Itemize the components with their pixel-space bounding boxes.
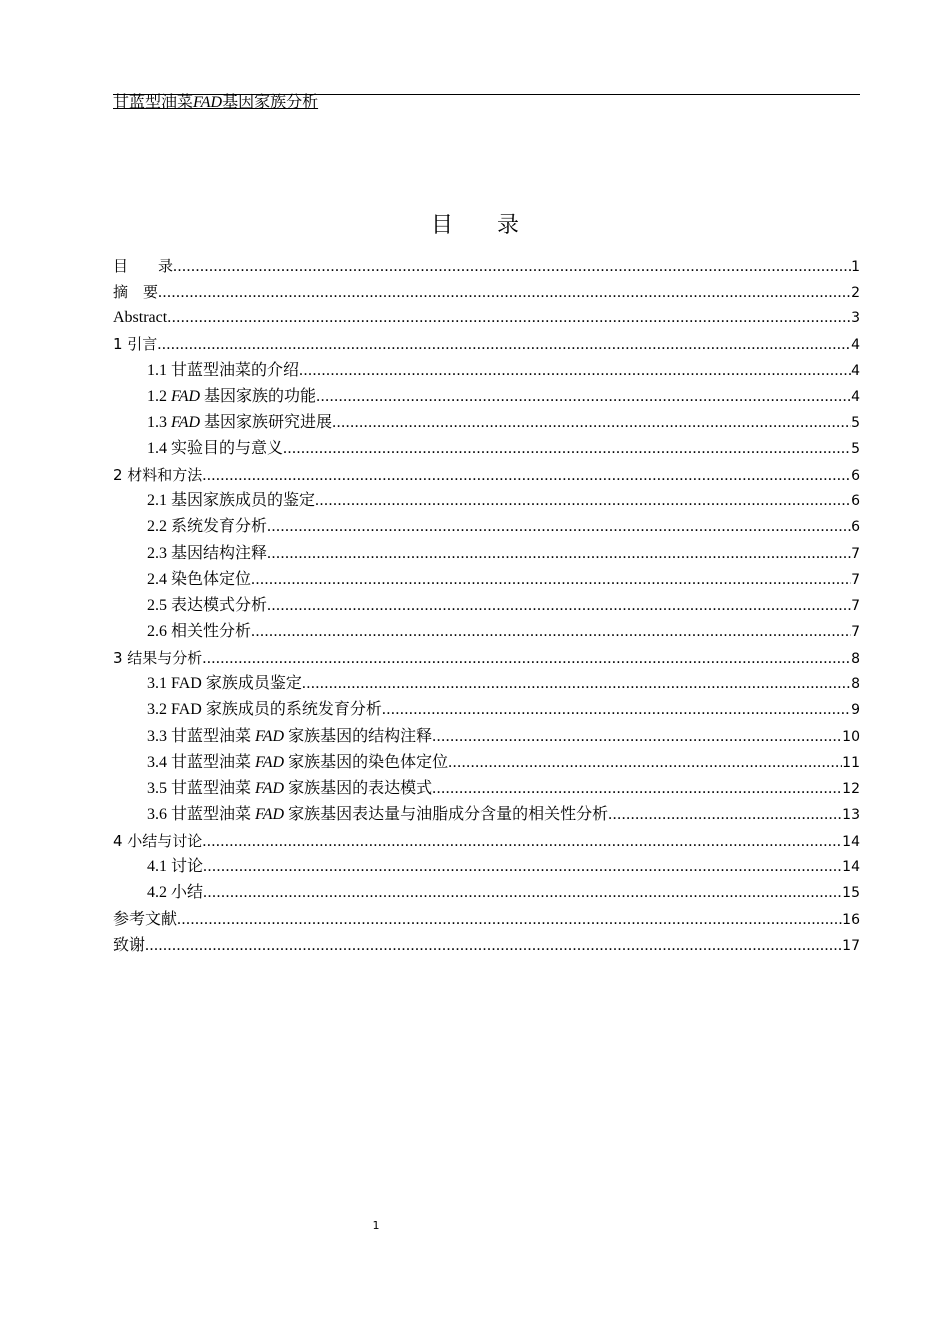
toc-leader-dots (316, 384, 851, 410)
toc-leader-dots (608, 802, 842, 828)
toc-entry-label (147, 802, 608, 828)
toc-entry-page: 5 (851, 440, 860, 457)
toc-entry-page: 4 (851, 388, 860, 405)
running-header (113, 93, 318, 113)
toc-entry-text: 1.1 甘蓝型油菜的介绍 (147, 361, 300, 379)
toc-entry[interactable] (113, 907, 860, 933)
toc-entry-text: 4 小结与讨论 (113, 832, 203, 851)
toc-entry-text: 2.3 基因结构注释 (147, 544, 268, 562)
toc-entry[interactable] (113, 253, 860, 279)
table-of-contents (113, 253, 860, 959)
toc-entry-label (147, 593, 267, 619)
toc-entry[interactable] (113, 593, 860, 619)
toc-leader-dots (251, 619, 851, 645)
toc-entry-page: 2 (851, 285, 860, 302)
toc-entry-page: 8 (851, 651, 860, 668)
toc-entry-label (147, 750, 448, 776)
toc-entry-text: 2.6 相关性分析 (147, 622, 252, 640)
toc-entry-italic: FAD (255, 753, 285, 771)
toc-entry-text-rest: 家族基因的表达模式 (284, 779, 433, 797)
toc-entry-label (113, 645, 202, 671)
toc-leader-dots (157, 332, 851, 358)
toc-entry-label (147, 514, 267, 540)
toc-entry-label (147, 619, 251, 645)
toc-entry-page: 9 (851, 702, 860, 719)
toc-entry-text: 3.4 甘蓝型油菜 (147, 753, 256, 771)
toc-entry-page: 14 (842, 859, 860, 876)
page-title-part1: 目 (430, 213, 453, 238)
toc-entry[interactable] (113, 776, 860, 802)
toc-entry-page: 15 (842, 885, 860, 902)
toc-entry-italic: FAD (255, 779, 285, 797)
toc-leader-dots (315, 488, 851, 514)
toc-entry-italic: FAD (171, 413, 201, 431)
toc-entry-label (147, 384, 316, 410)
toc-leader-dots (283, 436, 851, 462)
toc-entry-label (147, 671, 302, 697)
toc-entry-label (147, 541, 267, 567)
toc-entry[interactable] (113, 828, 860, 854)
toc-entry-label (147, 567, 251, 593)
toc-entry[interactable] (113, 802, 860, 828)
toc-entry-label (113, 331, 157, 357)
toc-entry-label (147, 776, 432, 802)
toc-entry-text: 1 引言 (113, 335, 158, 354)
toc-leader-dots (203, 854, 842, 880)
toc-leader-dots (432, 724, 842, 750)
toc-entry[interactable] (113, 645, 860, 671)
header-title-post: 基因家族分析 (222, 94, 319, 111)
toc-entry-page: 5 (851, 414, 860, 431)
toc-entry-text: 3.2 FAD 家族成员的系统发育分析 (147, 701, 382, 719)
toc-entry-label (113, 253, 173, 279)
toc-entry-page: 16 (842, 911, 860, 928)
toc-entry-text: 2.1 基因家族成员的鉴定 (147, 492, 316, 510)
toc-entry-page: 10 (842, 728, 860, 745)
toc-entry-text: 4.2 小结 (147, 884, 204, 902)
toc-leader-dots (202, 829, 842, 855)
toc-entry-text: 2.2 系统发育分析 (147, 518, 268, 536)
toc-entry-text-rest: 家族基因表达量与油脂成分含量的相关性分析 (284, 805, 609, 823)
toc-entry-page: 6 (851, 493, 860, 510)
toc-entry[interactable] (113, 880, 860, 906)
toc-entry-text: 1.3 (147, 413, 171, 431)
header-title-pre: 甘蓝型油菜 (113, 94, 194, 111)
toc-leader-dots (382, 697, 851, 723)
toc-entry-page: 11 (842, 754, 860, 771)
toc-entry-page: 7 (851, 545, 860, 562)
toc-entry-page: 3 (851, 310, 860, 327)
toc-leader-dots (173, 254, 851, 280)
toc-entry[interactable] (113, 488, 860, 514)
toc-leader-dots (448, 750, 842, 776)
toc-entry[interactable] (113, 305, 860, 331)
toc-leader-dots (267, 593, 851, 619)
toc-entry[interactable] (113, 436, 860, 462)
toc-leader-dots (202, 646, 851, 672)
toc-entry-text: 3.3 甘蓝型油菜 (147, 727, 256, 745)
toc-entry-label (147, 488, 315, 514)
toc-entry-text: Abstract (113, 309, 168, 327)
toc-entry-page: 13 (842, 806, 860, 823)
toc-entry-text-rest: 基因家族的功能 (200, 387, 317, 405)
toc-leader-dots (202, 463, 851, 489)
toc-leader-dots (332, 410, 851, 436)
toc-entry-text: 3.1 FAD 家族成员鉴定 (147, 675, 302, 693)
toc-entry[interactable] (113, 933, 860, 959)
toc-leader-dots (177, 907, 842, 933)
toc-entry-page: 14 (842, 834, 860, 851)
toc-entry[interactable] (113, 279, 860, 305)
toc-leader-dots (167, 305, 851, 331)
toc-leader-dots (267, 514, 851, 540)
toc-entry-text: 2.5 表达模式分析 (147, 596, 268, 614)
toc-entry[interactable] (113, 854, 860, 880)
toc-entry-text: 1.4 实验目的与意义 (147, 439, 284, 457)
toc-entry-label (113, 907, 177, 933)
toc-entry-italic: FAD (255, 727, 285, 745)
toc-entry-page: 1 (851, 259, 860, 275)
toc-entry-page: 8 (851, 676, 860, 693)
toc-entry-italic: FAD (171, 387, 201, 405)
toc-entry-page: 7 (851, 623, 860, 640)
page-title (0, 211, 950, 241)
toc-entry-label (113, 828, 202, 854)
toc-entry[interactable] (113, 697, 860, 723)
toc-entry-page: 17 (842, 937, 860, 954)
toc-leader-dots (302, 671, 851, 697)
toc-entry-label (147, 697, 382, 723)
toc-entry[interactable] (113, 724, 860, 750)
toc-entry[interactable] (113, 331, 860, 357)
toc-entry-label (147, 410, 332, 436)
toc-leader-dots (203, 880, 842, 906)
toc-entry-text-rest: 家族基因的结构注释 (284, 727, 433, 745)
toc-entry-page: 6 (851, 468, 860, 485)
toc-entry-label (147, 854, 203, 880)
toc-entry[interactable] (113, 384, 860, 410)
toc-entry[interactable] (113, 567, 860, 593)
toc-entry-text: 1.2 (147, 387, 171, 405)
toc-entry-text-rest: 基因家族研究进展 (200, 413, 333, 431)
toc-entry-text: 致谢 (113, 936, 146, 954)
toc-entry-label (113, 305, 167, 331)
toc-entry-label (147, 436, 283, 462)
toc-entry-page: 6 (851, 519, 860, 536)
toc-entry-page: 4 (851, 337, 860, 354)
toc-entry-text: 4.1 讨论 (147, 858, 204, 876)
toc-entry[interactable] (113, 462, 860, 488)
toc-entry-italic: FAD (255, 805, 285, 823)
toc-entry-text: 2 材料和方法 (113, 466, 203, 485)
page-title-part2: 录 (497, 213, 520, 238)
toc-entry-page: 7 (851, 597, 860, 614)
toc-entry-text: 3 结果与分析 (113, 649, 203, 668)
toc-leader-dots (158, 280, 851, 306)
toc-entry[interactable] (113, 358, 860, 384)
toc-entry-label (113, 462, 202, 488)
toc-leader-dots (299, 358, 851, 384)
toc-leader-dots (432, 776, 842, 802)
toc-leader-dots (251, 567, 851, 593)
toc-entry-text: 2.4 染色体定位 (147, 570, 252, 588)
toc-entry-text: 摘 要 (113, 283, 159, 302)
toc-entry[interactable] (113, 750, 860, 776)
page-number: 1 (372, 1219, 380, 1232)
toc-entry[interactable] (113, 541, 860, 567)
toc-leader-dots (145, 933, 842, 959)
toc-entry-page: 12 (842, 780, 860, 797)
toc-entry-label (147, 880, 203, 906)
toc-entry[interactable] (113, 671, 860, 697)
toc-entry-text-rest: 家族基因的染色体定位 (284, 753, 449, 771)
toc-entry-label (113, 933, 145, 959)
toc-entry[interactable] (113, 514, 860, 540)
toc-entry[interactable] (113, 410, 860, 436)
toc-entry[interactable] (113, 619, 860, 645)
toc-entry-label (113, 279, 158, 305)
toc-entry-text: 参考文献 (113, 910, 178, 928)
header-title-italic: FAD (193, 94, 223, 111)
toc-leader-dots (267, 541, 851, 567)
toc-entry-page: 7 (851, 571, 860, 588)
toc-entry-page: 4 (851, 362, 860, 379)
toc-entry-label (147, 724, 432, 750)
toc-entry-label (147, 358, 299, 384)
toc-entry-text: 3.5 甘蓝型油菜 (147, 779, 256, 797)
toc-entry-text: 3.6 甘蓝型油菜 (147, 805, 256, 823)
toc-entry-text: 目 录 (113, 257, 174, 275)
